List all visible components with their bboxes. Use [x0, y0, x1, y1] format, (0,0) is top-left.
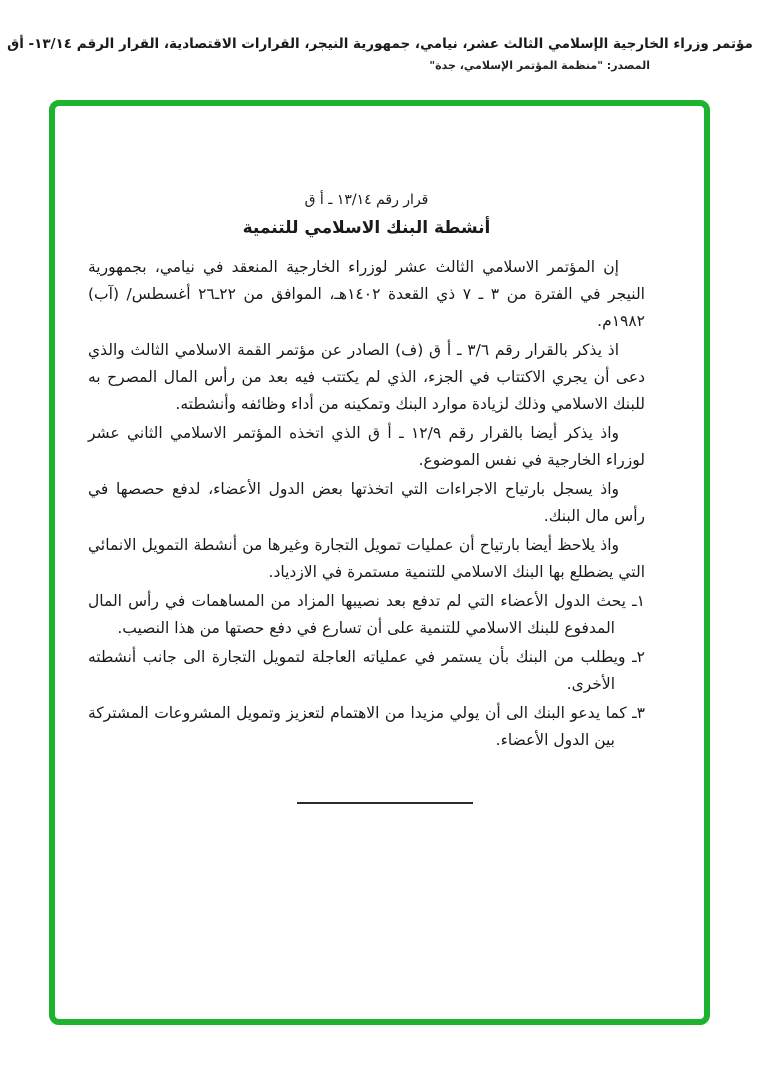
header-source-line: مؤتمر وزراء الخارجية الإسلامي الثالث عشر، نيامي، جمهورية النيجر، القرارات الاقتصادية، القرار الرقم ١٣/١٤- أق [7, 36, 753, 52]
list-item: ٣ـ كما يدعو البنك الى أن يولي مزيدا من الاهتمام لتعزيز وتمويل المشروعات المشتركة بين الدول الأعضاء. [88, 704, 645, 749]
document-header [0, 36, 760, 72]
list-item: ١ـ يحث الدول الأعضاء التي لم تدفع بعد نصيبها المزاد من المساهمات في رأس المال المدفوع للبنك الاسلامي للتنمية على أن تسارع في دفع حصتها من هذا النصيب. [88, 592, 645, 637]
header-publisher-line: المصدر: "منظمة المؤتمر الإسلامي، جدة" [429, 59, 650, 72]
preamble-paragraph: اذ يذكر بالقرار رقم ٣/٦ ـ أ ق (ف) الصادر عن مؤتمر القمة الاسلامي الثالث والذي دعى أن يجري الاكتتاب في الجزء، الذي لم يكتتب فيه بعد من رأس المال المصرح به للبنك الاسلامي وذلك لزيادة موارد البنك وتمكينه من أداء وظائفه وأنشطته. [88, 341, 645, 413]
preamble-paragraph: إن المؤتمر الاسلامي الثالث عشر لوزراء الخارجية المنعقد في نيامي، بجمهورية النيجر في الفترة من ٣ ـ ٧ ذي القعدة ١٤٠٢هـ، الموافق من ٢٢ـ٢٦ أغسطس/ (آب) ١٩٨٢م. [88, 258, 645, 330]
document-body [88, 190, 645, 804]
preamble-paragraph: واذ يذكر أيضا بالقرار رقم ١٢/٩ ـ أ ق الذي اتخذه المؤتمر الاسلامي الثاني عشر لوزراء الخارجية في نفس الموضوع. [88, 424, 645, 469]
resolution-subject-title: أنشطة البنك الاسلامي للتنمية [242, 218, 491, 238]
resolution-number-title: قرار رقم ١٣/١٤ ـ أ ق [304, 192, 429, 208]
preamble-paragraph: واذ يلاحظ أيضا بارتياح أن عمليات تمويل التجارة وغيرها من أنشطة التمويل الانمائي التي يضطلع بها البنك الاسلامي للتنمية مستمرة في الازدياد. [88, 536, 645, 581]
preamble-paragraph: واذ يسجل بارتياح الاجراءات التي اتخذتها بعض الدول الأعضاء، لدفع حصصها في رأس مال البنك. [88, 480, 645, 525]
list-item: ٢ـ ويطلب من البنك بأن يستمر في عملياته العاجلة لتمويل التجارة الى جانب أنشطته الأخرى. [88, 648, 645, 693]
separator-line [297, 802, 473, 804]
